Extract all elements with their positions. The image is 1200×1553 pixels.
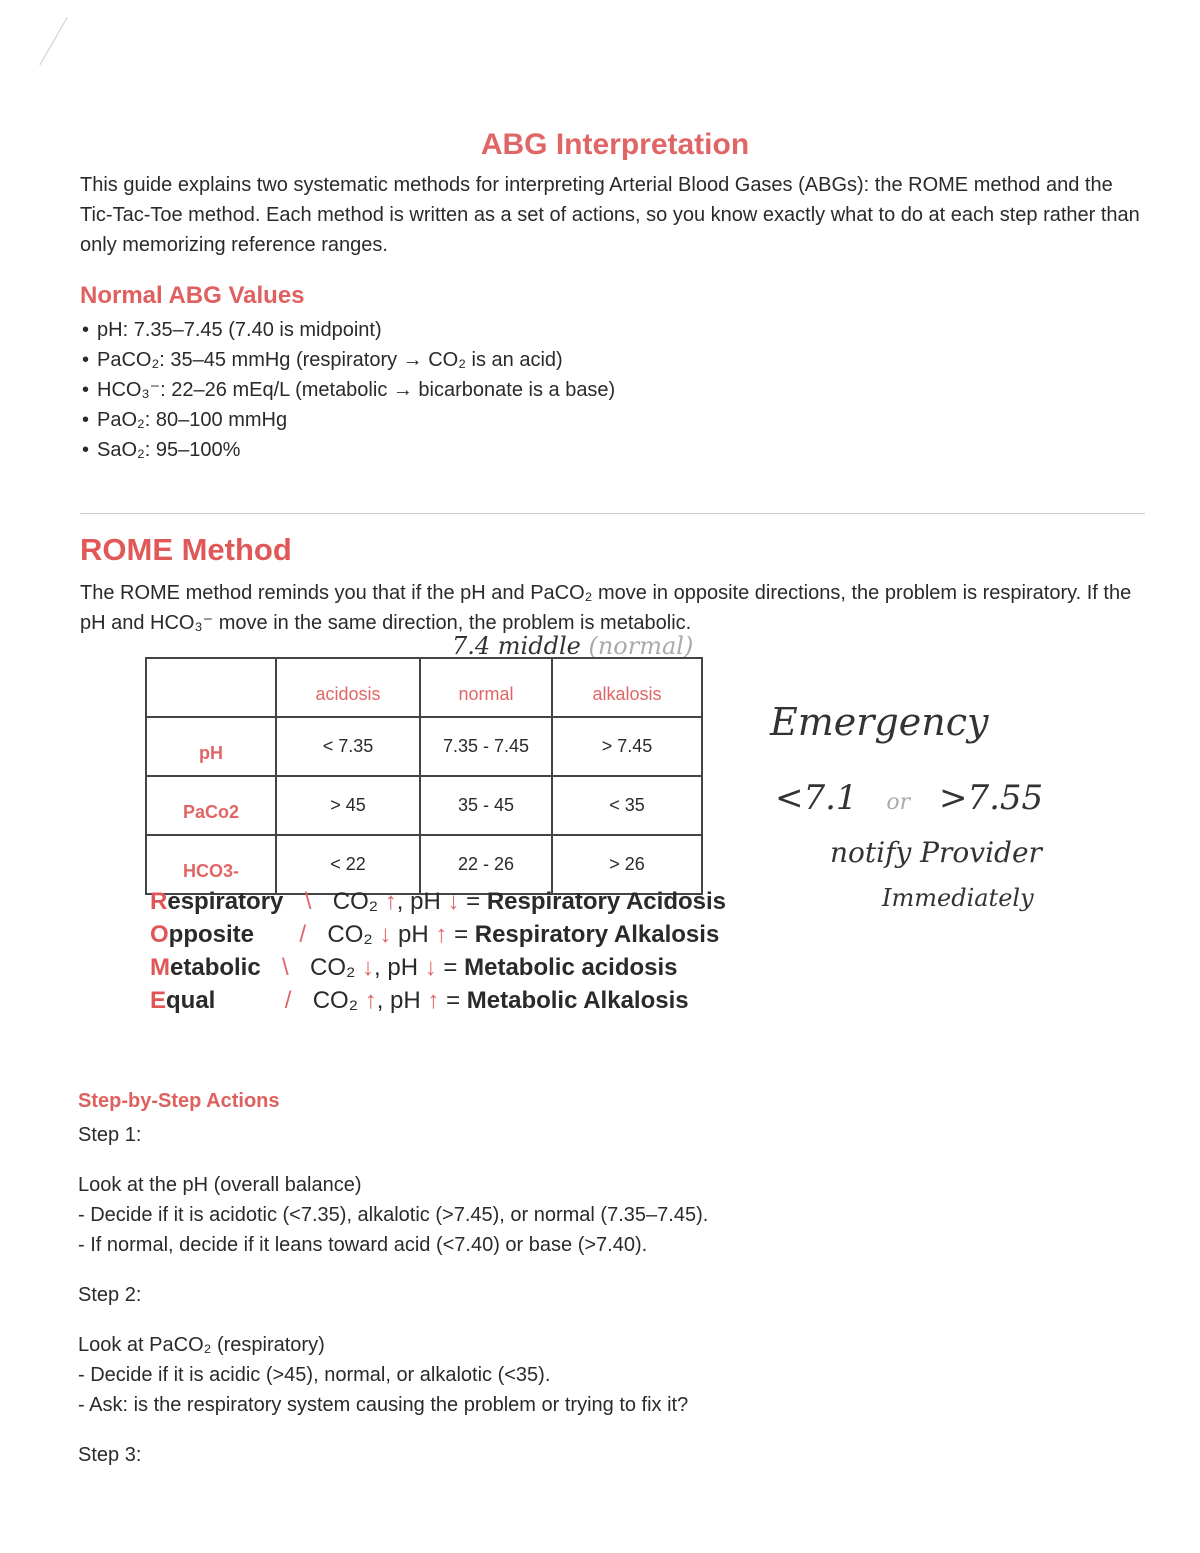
handwritten-middle-note — [452, 632, 693, 660]
ph-label: pH — [387, 954, 419, 981]
table-cell: < 22 — [276, 835, 420, 894]
table-cell: > 7.45 — [552, 717, 702, 776]
co2-label: CO₂ — [332, 888, 379, 915]
scan-artifact — [39, 17, 106, 88]
ph-label: pH — [410, 888, 441, 915]
mnemonic-letter: M — [150, 954, 170, 981]
intro-paragraph: This guide explains two systematic methods for interpreting Arterial Blood Gases (ABGs): the ROME method and the Tic-Tac-Toe method. Each method is written as a set of actions, so you know exactly what to do at each step rather than only memorizing reference ranges. — [80, 174, 1140, 256]
step1-line1: - Decide if it is acidotic (<7.35), alkalotic (>7.45), or normal (7.35–7.45). — [78, 1204, 709, 1226]
arrow-up-icon: ↑ — [435, 921, 448, 948]
rome-intro: The ROME method reminds you that if the pH and PaCO₂ move in opposite directions, the problem is respiratory. If the pH and HCO₃⁻ move in the same direction, the problem is metabolic. — [80, 582, 1132, 634]
table-cell — [146, 658, 276, 717]
list-item: • PaO₂: 80–100 mmHg — [82, 405, 615, 435]
co2-label: CO₂ — [327, 921, 373, 948]
step1-label: Step 1: — [78, 1124, 142, 1146]
rome-mnemonic — [150, 885, 726, 1017]
table-header: alkalosis — [552, 658, 702, 717]
handwritten-emergency-range — [775, 778, 1043, 818]
list-item: • PaCO₂: 35–45 mmHg (respiratory → CO₂ is an acid) — [82, 345, 615, 375]
handwritten-emergency: Emergency — [770, 700, 989, 744]
slash-icon: / — [299, 921, 307, 948]
mnemonic-row-equal: Equal / CO₂ ↑, pH ↑ = Metabolic Alkalosis — [150, 984, 726, 1017]
steps-heading: Step-by-Step Actions — [78, 1090, 280, 1112]
table-cell: > 26 — [552, 835, 702, 894]
normal-values-list — [82, 315, 615, 465]
table-cell: 22 - 26 — [420, 835, 552, 894]
step2-line1: - Decide if it is acidic (>45), normal, or alkalotic (<35). — [78, 1364, 551, 1386]
table-row — [146, 776, 702, 835]
row-label: pH — [146, 717, 276, 776]
step2-line2: - Ask: is the respiratory system causing the problem or trying to fix it? — [78, 1394, 689, 1416]
ph-label: pH — [390, 987, 421, 1014]
list-item: • pH: 7.35–7.45 (7.40 is midpoint) — [82, 315, 615, 345]
mnemonic-result: Metabolic acidosis — [464, 954, 678, 981]
rome-reference-table — [145, 657, 703, 895]
table-row — [146, 717, 702, 776]
handwritten-high: >7.55 — [938, 778, 1044, 818]
arrow-down-icon: ↓ — [447, 888, 460, 915]
handwritten-immediately: Immediately — [882, 884, 1034, 912]
handwritten-low: <7.1 — [775, 778, 858, 818]
mnemonic-letter: O — [150, 921, 169, 948]
mnemonic-letter: R — [150, 888, 168, 915]
handwritten-middle: 7.4 middle — [452, 632, 581, 660]
table-cell: < 7.35 — [276, 717, 420, 776]
step2-label: Step 2: — [78, 1284, 142, 1306]
mnemonic-word: etabolic — [170, 954, 261, 981]
mnemonic-word: pposite — [168, 921, 255, 948]
list-item: • HCO₃⁻: 22–26 mEq/L (metabolic → bicarbonate is a base) — [82, 375, 615, 405]
co2-label: CO₂ — [312, 987, 359, 1014]
co2-label: CO₂ — [310, 954, 356, 981]
page-title: ABG Interpretation — [480, 128, 750, 161]
handwritten-notify: notify Provider — [830, 836, 1042, 869]
rome-heading: ROME Method — [80, 532, 292, 567]
table-cell: 7.35 - 7.45 — [420, 717, 552, 776]
mnemonic-word: qual — [166, 987, 216, 1014]
mnemonic-result: Metabolic Alkalosis — [466, 987, 689, 1014]
section-divider — [80, 513, 1145, 514]
table-cell: > 45 — [276, 776, 420, 835]
normal-values-heading: Normal ABG Values — [80, 282, 305, 309]
mnemonic-row-metabolic: Metabolic \ CO₂ ↓, pH ↓ = Metabolic acidosis — [150, 951, 726, 984]
handwritten-or: or — [886, 790, 911, 815]
handwritten-normal: (normal) — [588, 632, 694, 660]
ph-label: pH — [398, 921, 429, 948]
list-item: • SaO₂: 95–100% — [82, 435, 615, 465]
step1-line2: - If normal, decide if it leans toward acid (<7.40) or base (>7.40). — [78, 1234, 648, 1256]
step3-label: Step 3: — [78, 1444, 142, 1466]
slash-icon: \ — [304, 888, 312, 915]
mnemonic-letter: E — [150, 987, 167, 1014]
arrow-up-icon: ↑ — [427, 987, 440, 1014]
slash-icon: / — [284, 987, 292, 1014]
table-row — [146, 658, 702, 717]
table-header: normal — [420, 658, 552, 717]
step1-title: Look at the pH (overall balance) — [78, 1174, 362, 1196]
table-header: acidosis — [276, 658, 420, 717]
row-label: HCO3- — [146, 835, 276, 894]
slash-icon: \ — [282, 954, 289, 981]
arrow-up-icon: ↑ — [364, 987, 377, 1014]
row-label: PaCo2 — [146, 776, 276, 835]
step2-title: Look at PaCO₂ (respiratory) — [78, 1334, 325, 1356]
mnemonic-result: Respiratory Alkalosis — [474, 921, 720, 948]
arrow-up-icon: ↑ — [384, 888, 397, 915]
arrow-down-icon: ↓ — [379, 921, 392, 948]
mnemonic-result: Respiratory Acidosis — [486, 888, 727, 915]
mnemonic-row-opposite: Opposite / CO₂ ↓ pH ↑ = Respiratory Alkalosis — [150, 918, 726, 951]
arrow-down-icon: ↓ — [362, 954, 375, 981]
table-cell: < 35 — [552, 776, 702, 835]
mnemonic-word: espiratory — [167, 888, 284, 915]
mnemonic-row-respiratory: Respiratory \ CO₂ ↑, pH ↓ = Respiratory Acidosis — [150, 885, 726, 918]
table-cell: 35 - 45 — [420, 776, 552, 835]
arrow-down-icon: ↓ — [424, 954, 437, 981]
